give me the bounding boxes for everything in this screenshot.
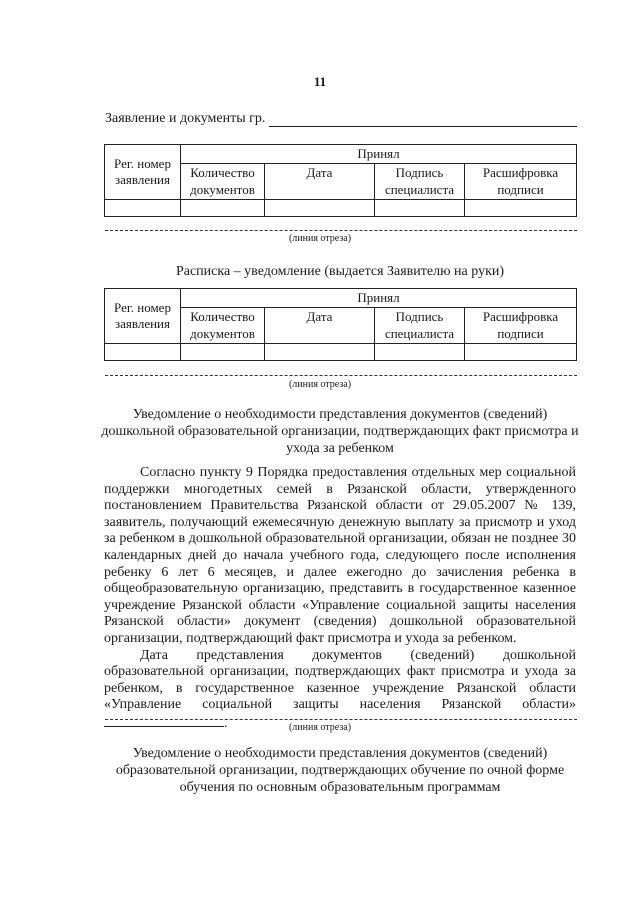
table-cell [181, 343, 265, 360]
receipt-notice-title: Расписка – уведомление (выдается Заявителю на руки) [175, 264, 505, 279]
reg-number-header: Рег. номер заявления [105, 145, 181, 200]
column-header: Расшифровка подписи [465, 308, 577, 344]
receipt-table-office [104, 144, 577, 217]
column-header: Дата [265, 164, 375, 200]
column-header: Количество документов [181, 164, 265, 200]
cut-line-label: (линия отреза) [288, 233, 352, 244]
preschool-notice-body [104, 465, 576, 733]
cut-line [105, 230, 577, 231]
table-cell [105, 199, 181, 216]
notice-paragraph: Согласно пункту 9 Порядка предоставления отдельных мер социальной поддержки многодетных семей в Рязанской области, утвержденного постановлением Правительства Рязанской области от 29.05.2007 № 139, заявитель, получающий ежемесячную денежную выплату за присмотр и уход за ребенком в дошкольной образовательной организации, обязан не позднее 30 календарных дней до начала учебного года, следующего после исполнения ребенку 6 лет 6 месяцев, и далее ежегодно до зачисления ребенка в общеобразовательную организацию, представить в государственное казенное учреждение Рязанской области «Управление социальной защиты населения Рязанской области» документ (сведения) дошкольной образовательной организации, подтверждающий факт присмотра и ухода за ребенком. [104, 465, 576, 646]
cut-line-label: (линия отреза) [288, 379, 352, 390]
column-header: Дата [265, 308, 375, 344]
table-row [105, 199, 577, 216]
notice-paragraph-end: . [224, 715, 228, 731]
column-header: Подпись специалиста [375, 164, 465, 200]
table-cell [465, 343, 577, 360]
table-cell [465, 199, 577, 216]
cut-line-label: (линия отреза) [288, 722, 352, 733]
cut-line [105, 719, 577, 720]
table-cell [181, 199, 265, 216]
school-notice-title: Уведомление о необходимости представления документов (сведений) образовательной организации, подтверждающих обучение по очной форме обучения по основным образовательным программам [115, 746, 565, 795]
column-header: Количество документов [181, 308, 265, 344]
column-header: Подпись специалиста [375, 308, 465, 344]
applicant-line [105, 111, 577, 127]
notice-paragraph-text: Дата представления документов (сведений) дошкольной образовательной организации, подтверждающих факт присмотра и ухода за ребенком, в государственное казенное учреждение Рязанской области «Управление социальной защиты населения Рязанской области» [104, 647, 576, 713]
cut-line [105, 375, 577, 376]
table-cell [375, 343, 465, 360]
table-cell [265, 199, 375, 216]
receipt-table-applicant [104, 288, 577, 361]
table-cell [105, 343, 181, 360]
accepted-header: Принял [181, 145, 577, 164]
column-header: Расшифровка подписи [465, 164, 577, 200]
reg-number-header: Рег. номер заявления [105, 289, 181, 344]
applicant-label: Заявление и документы гр. [105, 111, 266, 126]
page-number: 11 [313, 74, 327, 89]
table-row [105, 343, 577, 360]
preschool-notice-title: Уведомление о необходимости представления документов (сведений) дошкольной образовательной организации, подтверждающих факт присмотра и ухода за ребенком [101, 407, 579, 456]
table-cell [265, 343, 375, 360]
applicant-name-blank [269, 112, 577, 127]
table-cell [375, 199, 465, 216]
accepted-header: Принял [181, 289, 577, 308]
